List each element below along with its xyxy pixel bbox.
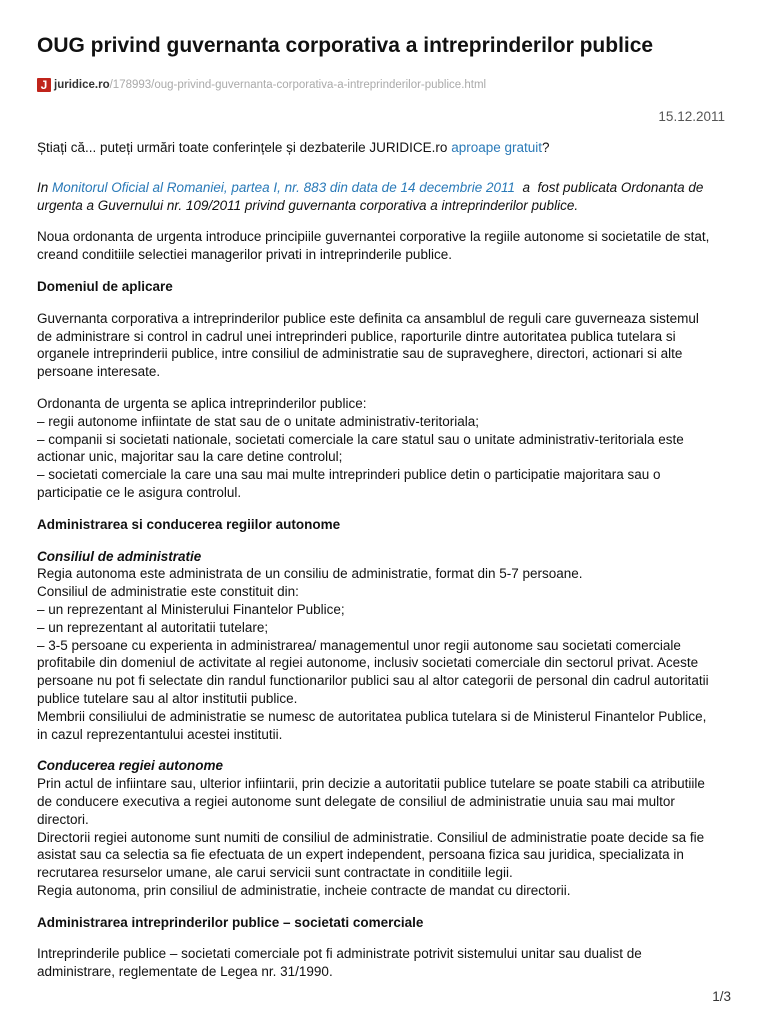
text-line: actionar unic, majoritar sau la care detine controlul; [37, 449, 343, 465]
intro-line: urgenta a Guvernului nr. 109/2011 privind guvernanta corporativa a intreprinderilor publice. [37, 197, 579, 213]
promo-line [37, 139, 737, 157]
juridice-logo-icon: J [37, 78, 51, 92]
text-line: – societati comerciale la care una sau mai multe intreprinderi publice detin o participatie majoritara sau o [37, 467, 661, 483]
text-line: – companii si societati nationale, societati comerciale la care statul sau o unitate administrativ-teritoriala este [37, 431, 684, 447]
section-heading [37, 278, 737, 296]
text-line: Membrii consiliului de administratie se numesc de autoritatea publica tutelara si de Ministerul Finantelor Publice, [37, 708, 707, 724]
subsection-title: Consiliul de administratie [37, 548, 202, 564]
text-line: Administrarea intreprinderilor publice – societati comerciale [37, 914, 424, 930]
text-line: organele intreprinderii publice, intre consiliul de administratie sau de supraveghere, directori, actionari si alte [37, 346, 683, 362]
text-line: Regia autonoma, prin consiliul de administratie, incheie contracte de mandat cu directorii. [37, 882, 571, 898]
text-line: directori. [37, 811, 89, 827]
text-line: administrare, reglementate de Legea nr. 31/1990. [37, 964, 333, 980]
article-body [37, 139, 737, 995]
intro-post: a fost publicata Ordonanta de [515, 179, 704, 195]
text-line: Ordonanta de urgenta se aplica intreprinderilor publice: [37, 395, 367, 411]
text-line: Regia autonoma este administrata de un consiliu de administratie, format din 5-7 persoane. [37, 566, 583, 582]
promo-text: Știați că... puteți urmări toate conferințele și dezbaterile JURIDICE.ro [37, 140, 452, 155]
text-line: Consiliul de administratie este constituit din: [37, 584, 299, 600]
text-line: Prin actul de infiintare sau, ulterior infiintarii, prin decizie a autoritatii publice tutelare se poate stabili ca atributiile [37, 776, 705, 792]
text-line: asistat sau ca selectia sa fie efectuata de un expert independent, persoana fizica sau juridica, specializata in [37, 847, 684, 863]
text-line: Noua ordonanta de urgenta introduce principiile guvernantei corporative la regiile autonome si societatile de stat, [37, 229, 710, 245]
source-link[interactable] [37, 78, 486, 92]
text-line: creand conditiile selectiei managerilor privati in intreprinderile publice. [37, 247, 452, 263]
intro-pre: In [37, 179, 53, 195]
text-line: – un reprezentant al autoritatii tutelare; [37, 619, 269, 635]
page-title: OUG privind guvernanta corporativa a intreprinderilor publice [37, 34, 654, 57]
text-line: Intreprinderile publice – societati comerciale pot fi administrate potrivit sistemului unitar sau dualist de [37, 946, 642, 962]
promo-end: ? [542, 140, 550, 155]
subsection [37, 757, 737, 899]
text-line: persoane nu pot fi selectate din randul functionarilor publici sau al altor categorii de personal din cadrul autoritatii [37, 673, 709, 689]
text-line: persoane interesate. [37, 364, 161, 380]
text-line: Domeniul de aplicare [37, 278, 173, 294]
monitorul-oficial-link[interactable]: Monitorul Oficial al Romaniei, partea I, nr. 883 din data de 14 decembrie 2011 [52, 179, 516, 195]
subsection [37, 548, 737, 744]
text-line: – un reprezentant al Ministerului Finantelor Publice; [37, 601, 345, 617]
text-line: profitabile din domeniul de activitate al regiei autonome, inclusiv societati comerciale din sectorul privat. Aceste [37, 655, 699, 671]
paragraph [37, 945, 737, 981]
text-line: de conducere executiva a regiei autonome sunt delegate de consiliul de administratie unuia sau mai multor [37, 793, 675, 809]
intro-paragraph [37, 179, 737, 215]
text-line: Administrarea si conducerea regiilor autonome [37, 516, 341, 532]
paragraph [37, 228, 737, 264]
section-heading [37, 914, 737, 932]
paragraph [37, 310, 737, 381]
source-domain[interactable]: juridice.ro [54, 79, 110, 91]
promo-link[interactable]: aproape gratuit [451, 140, 543, 155]
paragraph [37, 395, 737, 502]
text-line: participatie ce le asigura controlul. [37, 484, 242, 500]
publish-date: 15.12.2011 [658, 109, 725, 124]
text-line: de administrare si control in cadrul unei intreprinderi publice, raporturile dintre autoritatea publica tutelara si [37, 328, 676, 344]
subsection-title: Conducerea regiei autonome [37, 758, 224, 774]
text-line: recrutarea resurselor umane, ale carui servicii sunt contractate in conditiile legii. [37, 865, 513, 881]
text-line: publice tutelare sau al altor institutii publice. [37, 690, 298, 706]
section-heading [37, 516, 737, 534]
text-line: in cazul reprezentantului acestei institutii. [37, 726, 283, 742]
page-number: 1/3 [712, 989, 731, 1004]
text-line: Guvernanta corporativa a intreprinderilor publice este definita ca ansamblul de reguli care guverneaza sistemul [37, 310, 699, 326]
text-line: – 3-5 persoane cu experienta in administrarea/ managementul unor regii autonome sau societati comerciale [37, 637, 681, 653]
text-line: Directorii regiei autonome sunt numiti de consiliul de administratie. Consiliul de administratie poate decide sa fie [37, 829, 705, 845]
text-line: – regii autonome infiintate de stat sau de o unitate administrativ-teritoriala; [37, 413, 479, 429]
source-path[interactable]: /178993/oug-privind-guvernanta-corporativa-a-intreprinderilor-publice.html [109, 79, 487, 91]
